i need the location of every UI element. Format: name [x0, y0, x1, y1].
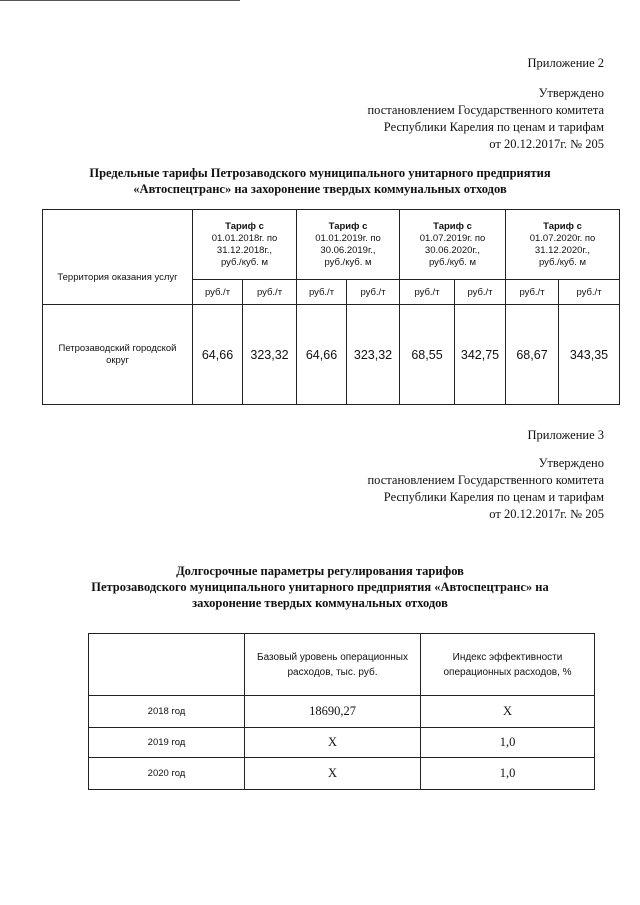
year-cell: 2018 год [89, 696, 245, 728]
appendix2-approval-line3: от 20.12.2017г. № 205 [489, 137, 604, 151]
table-row [89, 758, 595, 790]
tariff-period-header [506, 210, 620, 280]
base-level-value: Х [245, 728, 421, 758]
unit-cell: руб./т [297, 280, 347, 305]
tariff-value: 68,67 [506, 305, 559, 405]
efficiency-index-value: 1,0 [421, 758, 595, 790]
tariff-value: 342,75 [455, 305, 506, 405]
base-level-value: Х [245, 758, 421, 790]
territory-cell: Петрозаводский городской округ [43, 305, 193, 405]
appendix2-approval-line2: Республики Карелия по ценам и тарифам [383, 120, 604, 134]
appendix2-title [40, 165, 600, 197]
unit-cell: руб./т [400, 280, 455, 305]
period-line: 01.07.2019г. по [419, 232, 486, 244]
period-line: 01.01.2019г. по [315, 232, 381, 244]
appendix3-title-line1: Долгосрочные параметры регулирования тарифов [176, 564, 464, 578]
period-line: 01.01.2018г. по [211, 232, 278, 244]
period-line: руб./куб. м [538, 256, 587, 268]
efficiency-index-header: Индекс эффективности операционных расходов, % [421, 634, 595, 696]
regulation-parameters-table [88, 633, 595, 790]
period-line: Тариф с [543, 220, 582, 232]
appendix2-title-line2: «Автоспецтранс» на захоронение твердых коммунальных отходов [133, 182, 507, 196]
tariff-period-header [193, 210, 297, 280]
year-cell: 2020 год [89, 758, 245, 790]
period-line: руб./куб. м [220, 256, 269, 268]
territory-header: Территория оказания услуг [43, 210, 193, 305]
efficiency-index-value: 1,0 [421, 728, 595, 758]
table-row [89, 728, 595, 758]
efficiency-index-value: Х [421, 696, 595, 728]
appendix3-approval-line2: Республики Карелия по ценам и тарифам [383, 490, 604, 504]
appendix3-label: Приложение 3 [527, 428, 604, 442]
tariff-value: 323,32 [347, 305, 400, 405]
appendix2-approval-line1: постановлением Государственного комитета [367, 103, 604, 117]
appendix3-title-line2: Петрозаводского муниципального унитарного предприятия «Автоспецтранс» на [91, 580, 549, 594]
tariffs-table [42, 209, 620, 405]
appendix2-approval-block [367, 55, 604, 153]
appendix2-label: Приложение 2 [527, 56, 604, 70]
period-line: руб./куб. м [428, 256, 477, 268]
base-level-value: 18690,27 [245, 696, 421, 728]
appendix2-approved: Утверждено [538, 86, 604, 100]
period-line: 30.06.2020г., [424, 244, 481, 256]
tariff-period-header [400, 210, 506, 280]
appendix2-title-line1: Предельные тарифы Петрозаводского муниципального унитарного предприятия [89, 166, 551, 180]
period-line: 31.12.2020г., [534, 244, 591, 256]
unit-cell: руб./т [243, 280, 297, 305]
unit-cell: руб./т [559, 280, 620, 305]
period-line: Тариф с [328, 220, 368, 232]
appendix3-approval-line1: постановлением Государственного комитета [367, 473, 604, 487]
tariff-value: 68,55 [400, 305, 455, 405]
tariff-value: 323,32 [243, 305, 297, 405]
appendix3-approval-block [367, 427, 604, 523]
appendix3-title [40, 563, 600, 611]
unit-cell: руб./т [347, 280, 400, 305]
period-line: Тариф с [225, 220, 264, 232]
period-line: руб./куб. м [324, 256, 372, 268]
tariff-period-header [297, 210, 400, 280]
tariff-value: 64,66 [193, 305, 243, 405]
period-line: Тариф с [433, 220, 472, 232]
appendix3-title-line3: захоронение твердых коммунальных отходов [192, 596, 448, 610]
unit-cell: руб./т [455, 280, 506, 305]
empty-header-cell [89, 634, 245, 696]
tariff-value: 343,35 [559, 305, 620, 405]
unit-cell: руб./т [506, 280, 559, 305]
table-row [89, 696, 595, 728]
period-line: 30.06.2019г., [320, 244, 376, 256]
year-cell: 2019 год [89, 728, 245, 758]
period-line: 31.12.2018г., [216, 244, 273, 256]
top-border-line [0, 0, 240, 1]
tariff-value: 64,66 [297, 305, 347, 405]
appendix3-approval-line3: от 20.12.2017г. № 205 [489, 507, 604, 521]
appendix3-approved: Утверждено [538, 456, 604, 470]
unit-cell: руб./т [193, 280, 243, 305]
period-line: 01.07.2020г. по [529, 232, 596, 244]
base-level-header: Базовый уровень операционных расходов, тыс. руб. [245, 634, 421, 696]
